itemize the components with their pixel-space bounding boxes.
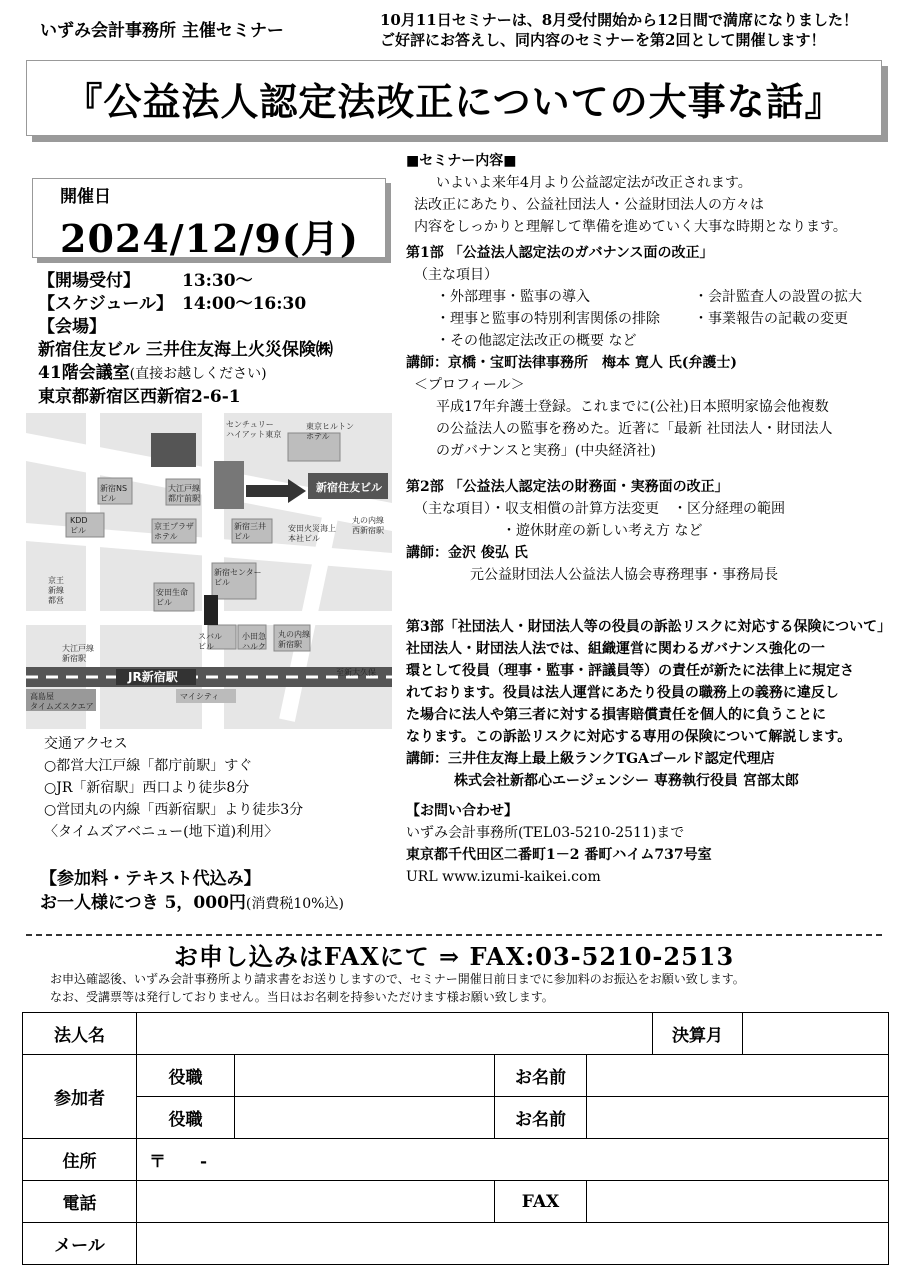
access-info [44,733,303,843]
svg-text:新宿駅: 新宿駅 [62,654,86,663]
phone-field[interactable] [137,1181,495,1223]
svg-text:ビル: ビル [100,494,116,503]
svg-text:スバル: スバル [198,632,222,641]
venue-line-1: 新宿住友ビル 三井住友海上火災保険㈱ [38,340,333,360]
mail-field[interactable] [137,1223,889,1265]
mail-label: メール [23,1223,137,1265]
profile-label: ＜プロフィール＞ [414,377,525,393]
svg-text:大江戸線: 大江戸線 [62,644,94,653]
part1-title: 第1部 「公益法人認定法のガバナンス面の改正」 [406,245,714,261]
part3-lecturer-1: 講師：三井住友海上最上級ランクTGAゴールド認定代理店 [406,751,775,767]
position-field-1[interactable] [235,1055,495,1097]
svg-text:ホテル: ホテル [154,532,178,541]
svg-text:安田火災海上: 安田火災海上 [288,524,336,533]
position-label-2: 役職 [137,1097,235,1139]
part3-body-5: なります。この訴訟リスクに対応する専用の保険について解説します。 [406,729,852,745]
fax-label: FAX [495,1181,587,1223]
contact-heading: 【お問い合わせ】 [406,803,518,819]
notice-line-1: 10月11日セミナーは、8月受付開始から12日間で満席になりました！ [380,11,859,29]
intro-1: いよいよ来年4月より公益認定法が改正されます。 [436,175,752,191]
map-label-century: センチュリー [226,420,274,429]
svg-text:ハイアット東京: ハイアット東京 [226,430,282,439]
part3-body-2: 環として役員（理事・監事・評議員等）の責任が新たに法律上に規定さ [406,663,854,679]
access-heading: 交通アクセス [44,736,128,752]
svg-text:新宿駅: 新宿駅 [278,640,302,649]
svg-text:丸の内線: 丸の内線 [278,630,310,639]
profile-2: の公益法人の監事を務めた。近著に「最新 社団法人・財団法人 [436,421,833,437]
fee-value: お一人様につき 5，000円 [40,893,246,913]
venue-note: (直接お越しください) [129,366,267,382]
svg-text:安田生命: 安田生命 [156,588,188,597]
svg-text:ビル: ビル [198,642,214,651]
part2-line-2: ・遊休財産の新しい考え方 など [502,523,703,539]
schedule-label: 【スケジュール】 [38,294,173,314]
apply-note-2: なお、受講票等は発行しておりません。当日はお名刺を持参いただけます様お願い致します。 [50,990,554,1004]
svg-text:ビル: ビル [214,578,230,587]
access-line-3: ○営団丸の内線「西新宿駅」より徒歩3分 [44,802,304,818]
part1-item-2b: ・事業報告の記載の変更 [694,311,848,327]
svg-text:ホテル: ホテル [306,432,330,441]
svg-text:都庁前駅: 都庁前駅 [168,494,200,503]
participant-label: 参加者 [23,1055,137,1139]
svg-text:西新宿駅: 西新宿駅 [352,526,384,535]
map-label-jr: JR新宿駅 [128,670,178,684]
venue-line-3: 東京都新宿区西新宿2-6-1 [38,387,241,407]
svg-text:本社ビル: 本社ビル [288,534,320,543]
fiscal-month-label: 決算月 [653,1013,743,1055]
content-heading: ■セミナー内容■ [406,153,517,169]
profile-3: のガバナンスと実務」(中央経済社) [436,443,656,459]
map-building-century [151,433,196,467]
svg-text:ビル: ビル [234,532,250,541]
cut-line [26,934,882,936]
svg-text:新宿NS: 新宿NS [100,484,128,493]
apply-note-1: お申込確認後、いずみ会計事務所より請求書をお送りしますので、セミナー開催日前日までに参加料のお振込をお願い致します。 [50,972,745,986]
address-label: 住所 [23,1139,137,1181]
fee-info [40,867,344,916]
corp-name-label: 法人名 [23,1013,137,1055]
svg-text:ビル: ビル [156,598,172,607]
organizer: いずみ会計事務所 主催セミナー [40,21,284,41]
apply-notes [50,970,745,1006]
phone-label: 電話 [23,1181,137,1223]
svg-text:小田急: 小田急 [242,632,266,641]
intro-3: 内容をしっかりと理解して準備を進めていく大事な時期となります。 [414,219,847,235]
svg-text:新線: 新線 [48,586,64,595]
access-map [26,413,392,729]
address-field[interactable]: 〒 - [137,1139,889,1181]
svg-text:新宿センター: 新宿センター [214,568,262,577]
svg-text:京王: 京王 [48,576,64,585]
contact-line-2: 東京都千代田区二番町1－2 番町ハイム737号室 [406,847,712,863]
part3-title: 第3部「社団法人・財団法人等の役員の訴訟リスクに対応する保険について」 [406,619,892,635]
venue-room: 41階会議室 [38,363,130,383]
contact-url[interactable]: URL www.izumi-kaikei.com [406,869,601,885]
part3-body-1: 社団法人・財団法人法では、組織運営に関わるガバナンス強化の一 [406,641,825,657]
part1-item-2a: ・理事と監事の特別利害関係の排除 [436,311,660,327]
svg-text:丸の内線: 丸の内線 [352,516,384,525]
corp-name-field[interactable] [137,1013,653,1055]
part3-body-4: た場合に法人や第三者に対する損害賠償責任を個人的に負うことに [406,707,826,723]
svg-text:マイシティ: マイシティ [180,692,220,701]
application-form [22,1012,889,1265]
part1-item-3: ・その他認定法改正の概要 など [436,333,637,349]
svg-text:ハルク: ハルク [242,642,266,651]
part1-item-1b: ・会計監査人の設置の拡大 [694,289,862,305]
access-line-2: ○JR「新宿駅」西口より徒歩8分 [44,780,250,796]
contact-line-1: いずみ会計事務所(TEL03-5210-2511)まで [406,825,685,841]
fee-label: 【参加料・テキスト代込み】 [40,869,261,889]
intro-2: 法改正にあたり、公益社団法人・公益財団法人の方々は [414,197,764,213]
map-graphic [26,413,392,729]
schedule-value: 14:00～16:30 [182,294,307,314]
part1-lecturer: 講師：京橋・宝町法律事務所 梅本 寛人 氏(弁護士) [406,355,737,371]
name-field-1[interactable] [587,1055,889,1097]
date-value: 2024/12/9(月) [60,216,359,261]
part3-lecturer-2: 株式会社新都心エージェンシー 専務執行役員 宮部太郎 [454,773,799,789]
notice [380,10,858,50]
svg-text:大江戸線: 大江戸線 [168,484,200,493]
access-line-1: ○都営大江戸線「都庁前駅」すぐ [44,758,253,774]
venue-line-2 [38,362,333,386]
fee-tax: (消費税10%込) [245,896,344,912]
date-label: 開催日 [60,187,111,207]
svg-text:新宿三井: 新宿三井 [234,522,266,531]
profile-1: 平成17年弁護士登録。これまでに(公社)日本照明家協会他複数 [436,399,829,415]
part3-body-3: れております。役員は法人運営にあたり役員の職務上の義務に違反し [406,685,839,701]
part2-line-1: （主な項目）・収支相償の計算方法変更 ・区分経理の範囲 [414,501,785,517]
fax-field[interactable] [587,1181,889,1223]
svg-text:KDD: KDD [70,516,88,525]
seminar-title: 『公益法人認定法改正についての大事な話』 [26,60,882,136]
reception-value: 13:30～ [182,271,253,291]
notice-line-2: ご好評にお答えし、同内容のセミナーを第2回として開催します！ [380,31,826,49]
svg-text:京王プラザ: 京王プラザ [154,522,194,531]
map-label-hilton: 東京ヒルトン [306,422,354,431]
svg-text:至新大久保: 至新大久保 [336,668,376,677]
name-label-1: お名前 [495,1055,587,1097]
svg-text:高島屋: 高島屋 [30,692,54,701]
position-field-2[interactable] [235,1097,495,1139]
map-building-sumitomo [214,461,244,509]
part2-title: 第2部 「公益法人認定法の財務面・実務面の改正」 [406,479,729,495]
svg-text:ビル: ビル [70,526,86,535]
map-label-sumitomo: 新宿住友ビル [316,481,382,494]
name-label-2: お名前 [495,1097,587,1139]
event-info [38,270,333,409]
part1-sub: （主な項目） [414,267,498,283]
access-line-4: 〈タイムズアベニュー(地下道)利用〉 [44,824,279,840]
part1-item-1a: ・外部理事・監事の導入 [436,289,590,305]
svg-text:タイムズスクエア: タイムズスクエア [30,702,94,711]
name-field-2[interactable] [587,1097,889,1139]
part2-lecturer-title: 元公益財団法人公益法人協会専務理事・事務局長 [470,567,778,583]
fiscal-month-field[interactable] [743,1013,889,1055]
reception-label: 【開場受付】 [38,271,140,291]
position-label-1: 役職 [137,1055,235,1097]
seminar-content [406,150,891,888]
part2-lecturer: 講師：金沢 俊弘 氏 [406,545,528,561]
venue-label: 【会場】 [38,317,106,337]
svg-text:都営: 都営 [48,596,64,605]
fax-apply-headline: お申し込みはFAXにて ⇒ FAX:03-5210-2513 [173,942,735,971]
